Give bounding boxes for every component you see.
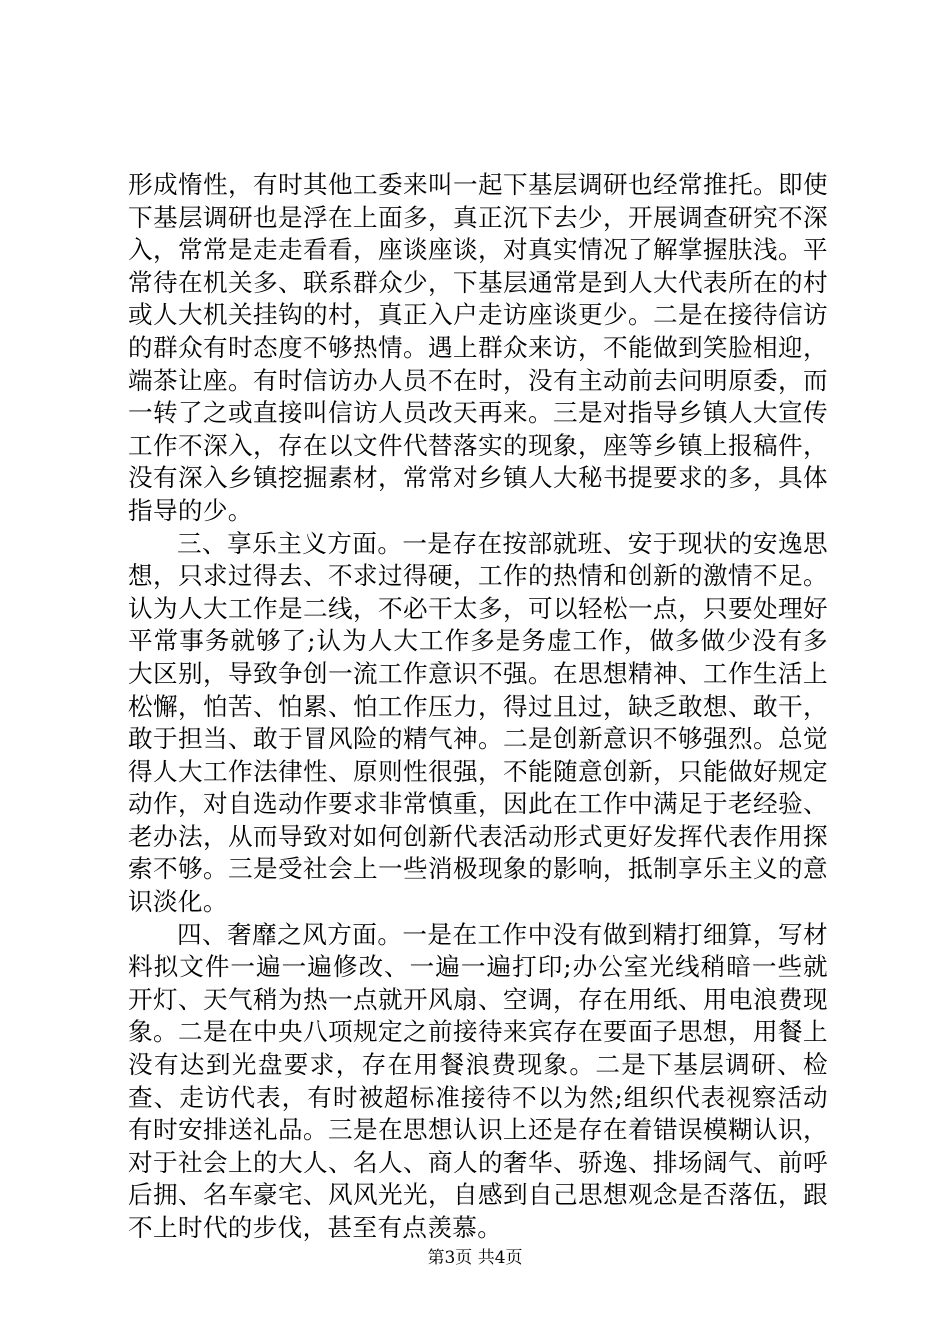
document-body	[128, 169, 828, 1245]
paragraph-extravagance: 四、奢靡之风方面。一是在工作中没有做到精打细算，写材料拟文件一遍一遍修改、一遍一遍打印;办公室光线稍暗一些就开灯、天气稍为热一点就开风扇、空调，存在用纸、用电浪费现象。二是在中央八项规定之前接待来宾存在要面子思想，用餐上没有达到光盘要求，存在用餐浪费现象。二是下基层调研、检查、走访代表，有时被超标准接待不以为然;组织代表视察活动有时安排送礼品。三是在思想认识上还是存在着错误模糊认识，对于社会上的大人、名人、商人的奢华、骄逸、排场阔气、前呼后拥、名车豪宅、风风光光，自感到自己思想观念是否落伍，跟不上时代的步伐，甚至有点羡慕。	[128, 919, 828, 1242]
page-number-footer: 第3页 共4页	[427, 1248, 523, 1268]
paragraph-continuation: 形成惰性，有时其他工委来叫一起下基层调研也经常推托。即使下基层调研也是浮在上面多，真正沉下去少，开展调查研究不深入，常常是走走看看，座谈座谈，对真实情况了解掌握肤浅。平常待在机关多、联系群众少，下基层通常是到人大代表所在的村或人大机关挂钩的村，真正入户走访座谈更少。二是在接待信访的群众有时态度不够热情。遇上群众来访，不能做到笑脸相迎，端茶让座。有时信访办人员不在时，没有主动前去问明原委，而一转了之或直接叫信访人员改天再来。三是对指导乡镇人大宣传工作不深入，存在以文件代替落实的现象，座等乡镇上报稿件，没有深入乡镇挖掘素材，常常对乡镇人大秘书提要求的多，具体指导的少。	[128, 170, 828, 525]
paragraph-hedonism: 三、享乐主义方面。一是存在按部就班、安于现状的安逸思想，只求过得去、不求过得硬，工作的热情和创新的激情不足。认为人大工作是二线，不必干太多，可以轻松一点，只要处理好平常事务就够了;认为人大工作多是务虚工作，做多做少没有多大区别，导致争创一流工作意识不强。在思想精神、工作生活上松懈，怕苦、怕累、怕工作压力，得过且过，缺乏敢想、敢干，敢于担当、敢于冒风险的精气神。二是创新意识不够强烈。总觉得人大工作法律性、原则性很强，不能随意创新，只能做好规定动作，对自选动作要求非常慎重，因此在工作中满足于老经验、老办法，从而导致对如何创新代表活动形式更好发挥代表作用探索不够。三是受社会上一些消极现象的影响，抵制享乐主义的意识淡化。	[128, 528, 828, 917]
